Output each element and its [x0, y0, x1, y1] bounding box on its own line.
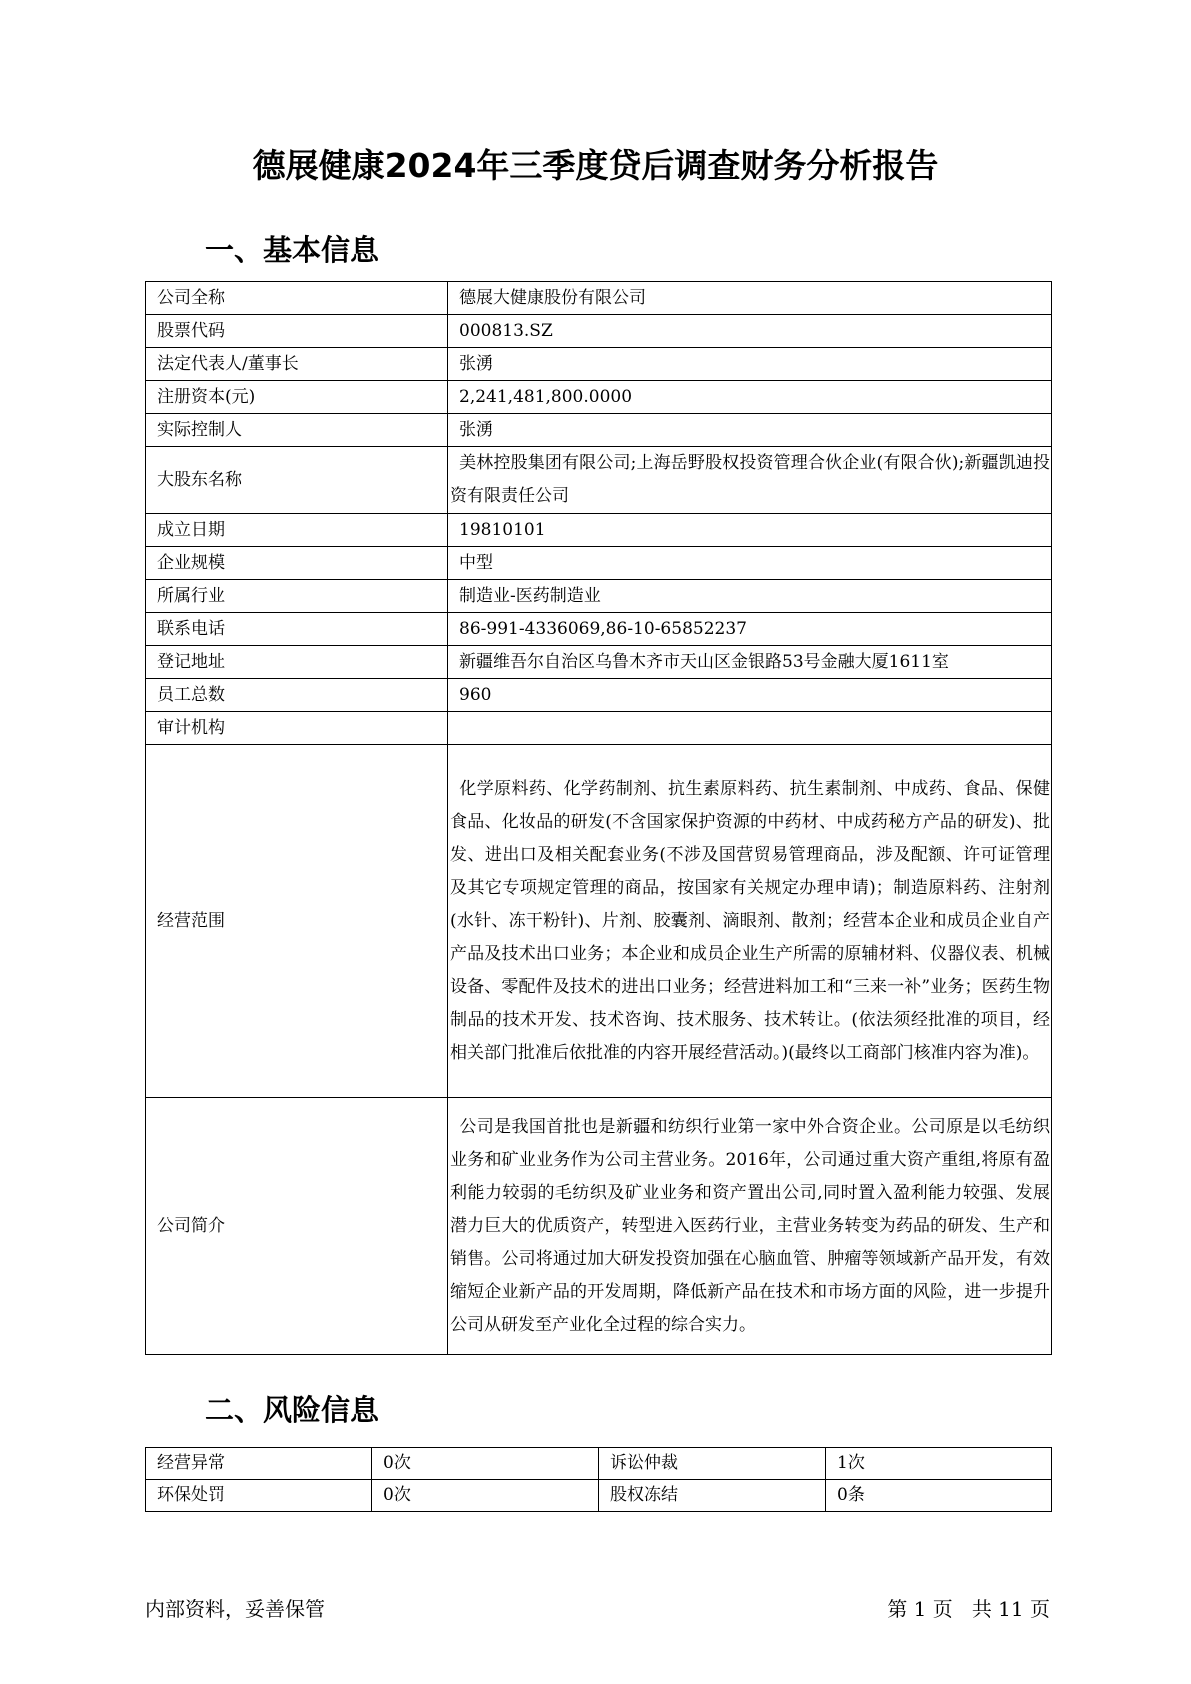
- table-row: [146, 315, 1052, 348]
- row-label: 法定代表人/董事长: [146, 348, 448, 381]
- row-value: [448, 712, 1052, 745]
- table-row: [146, 580, 1052, 613]
- row-value: 张湧: [448, 348, 1052, 381]
- section-heading-risk-info: 二、风险信息: [205, 1393, 380, 1427]
- row-label: 成立日期: [146, 514, 448, 547]
- row-label: 公司简介: [146, 1098, 448, 1355]
- footer-confidential-note: 内部资料，妥善保管: [145, 1597, 325, 1621]
- row-value: 19810101: [448, 514, 1052, 547]
- risk-label: 诉讼仲裁: [599, 1448, 826, 1480]
- risk-info-table: [145, 1447, 1052, 1512]
- table-row: [146, 745, 1052, 1098]
- row-label: 注册资本(元): [146, 381, 448, 414]
- risk-value: 0次: [372, 1448, 599, 1480]
- table-row: [146, 613, 1052, 646]
- row-value: 制造业-医药制造业: [448, 580, 1052, 613]
- risk-label: 经营异常: [146, 1448, 372, 1480]
- risk-label: 股权冻结: [599, 1480, 826, 1512]
- row-label: 所属行业: [146, 580, 448, 613]
- risk-value: 0条: [826, 1480, 1052, 1512]
- row-value: 86-991-4336069,86-10-65852237: [448, 613, 1052, 646]
- row-label: 实际控制人: [146, 414, 448, 447]
- table-row: [146, 348, 1052, 381]
- table-row: [146, 712, 1052, 745]
- row-label: 联系电话: [146, 613, 448, 646]
- risk-value: 0次: [372, 1480, 599, 1512]
- section-heading-basic-info: 一、基本信息: [205, 233, 380, 267]
- table-row: [146, 381, 1052, 414]
- row-value: 新疆维吾尔自治区乌鲁木齐市天山区金银路53号金融大厦1611室: [448, 646, 1052, 679]
- row-value: 公司是我国首批也是新疆和纺织行业第一家中外合资企业。公司原是以毛纺织业务和矿业业务作为公司主营业务。2016年，公司通过重大资产重组,将原有盈利能力较弱的毛纺织及矿业业务和资产置出公司,同时置入盈利能力较强、发展潜力巨大的优质资产，转型进入医药行业，主营业务转变为药品的研发、生产和销售。公司将通过加大研发投资加强在心脑血管、肿瘤等领域新产品开发，有效缩短企业新产品的开发周期，降低新产品在技术和市场方面的风险，进一步提升公司从研发至产业化全过程的综合实力。: [448, 1098, 1052, 1355]
- table-row: [146, 1480, 1052, 1512]
- row-value: 德展大健康股份有限公司: [448, 282, 1052, 315]
- row-value: 美林控股集团有限公司;上海岳野股权投资管理合伙企业(有限合伙);新疆凯迪投资有限责任公司: [448, 447, 1052, 514]
- row-value: 960: [448, 679, 1052, 712]
- page-title: 德展健康2024年三季度贷后调查财务分析报告: [252, 146, 939, 185]
- row-value: 000813.SZ: [448, 315, 1052, 348]
- risk-label: 环保处罚: [146, 1480, 372, 1512]
- footer-page-number: 第 1 页 共 11 页: [887, 1597, 1050, 1621]
- row-label: 大股东名称: [146, 447, 448, 514]
- row-value: 化学原料药、化学药制剂、抗生素原料药、抗生素制剂、中成药、食品、保健食品、化妆品的研发(不含国家保护资源的中药材、中成药秘方产品的研发)、批发、进出口及相关配套业务(不涉及国营贸易管理商品，涉及配额、许可证管理及其它专项规定管理的商品，按国家有关规定办理申请)；制造原料药、注射剂(水针、冻干粉针)、片剂、胶囊剂、滴眼剂、散剂；经营本企业和成员企业自产产品及技术出口业务；本企业和成员企业生产所需的原辅材料、仪器仪表、机械设备、零配件及技术的进出口业务；经营进料加工和“三来一补”业务；医药生物制品的技术开发、技术咨询、技术服务、技术转让。(依法须经批准的项目，经相关部门批准后依批准的内容开展经营活动。)(最终以工商部门核准内容为准)。: [448, 745, 1052, 1098]
- row-label: 公司全称: [146, 282, 448, 315]
- table-row: [146, 1448, 1052, 1480]
- row-label: 登记地址: [146, 646, 448, 679]
- risk-value: 1次: [826, 1448, 1052, 1480]
- row-value: 2,241,481,800.0000: [448, 381, 1052, 414]
- table-row: [146, 547, 1052, 580]
- table-row: [146, 447, 1052, 514]
- table-row: [146, 1098, 1052, 1355]
- row-value: 中型: [448, 547, 1052, 580]
- row-label: 员工总数: [146, 679, 448, 712]
- row-label: 股票代码: [146, 315, 448, 348]
- table-row: [146, 679, 1052, 712]
- row-value: 张湧: [448, 414, 1052, 447]
- row-label: 经营范围: [146, 745, 448, 1098]
- row-label: 企业规模: [146, 547, 448, 580]
- table-row: [146, 282, 1052, 315]
- table-row: [146, 646, 1052, 679]
- table-row: [146, 414, 1052, 447]
- table-row: [146, 514, 1052, 547]
- basic-info-table: [145, 281, 1052, 1355]
- row-label: 审计机构: [146, 712, 448, 745]
